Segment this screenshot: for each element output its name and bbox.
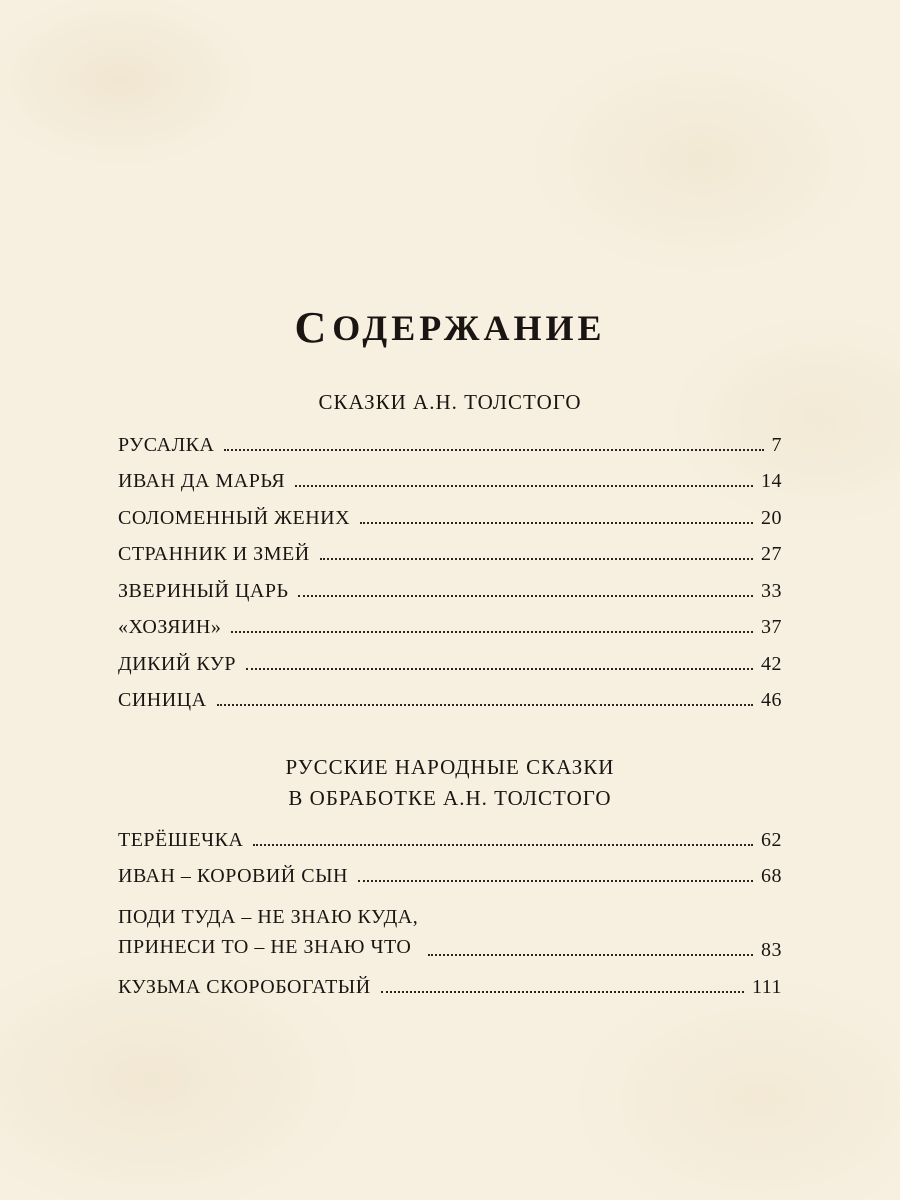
toc-entry-page: 27 <box>761 543 782 565</box>
toc-entry-title <box>118 902 418 962</box>
leader-dots <box>428 954 753 956</box>
toc-entry-page: 42 <box>761 652 782 675</box>
toc-entry-title: «ХОЗЯИН» <box>118 616 222 638</box>
toc-entry[interactable] <box>118 493 782 530</box>
toc-entry-title-line: ПРИНЕСИ ТО – НЕ ЗНАЮ ЧТО <box>118 936 412 958</box>
leader-dots <box>295 485 753 487</box>
section-heading-tolstoy-tales: СКАЗКИ А.Н. ТОЛСТОГО <box>318 390 582 414</box>
leader-dots <box>320 558 753 560</box>
section-heading-line: РУССКИЕ НАРОДНЫЕ СКАЗКИ <box>285 755 615 779</box>
toc-entry-title: СОЛОМЕННЫЙ ЖЕНИХ <box>118 506 351 529</box>
leader-dots <box>381 991 744 993</box>
page-title <box>0 300 900 351</box>
leader-dots <box>358 880 753 882</box>
toc-section-1 <box>118 420 782 712</box>
leader-dots <box>246 668 753 670</box>
leader-dots <box>298 595 753 597</box>
toc-entry-title: КУЗЬМА СКОРОБОГАТЫЙ <box>118 975 371 998</box>
toc-entry[interactable] <box>118 530 782 567</box>
toc-entry-page: 37 <box>761 616 782 638</box>
toc-entry-page: 33 <box>761 579 782 602</box>
toc-entry-title: РУСАЛКА <box>118 433 215 456</box>
toc-entry-title: СИНИЦА <box>118 689 207 711</box>
toc-entry[interactable] <box>118 888 782 962</box>
toc-entry[interactable] <box>118 815 782 852</box>
toc-entry[interactable] <box>118 639 782 676</box>
leader-dots <box>224 449 763 451</box>
section-heading-line: В ОБРАБОТКЕ А.Н. ТОЛСТОГО <box>288 786 612 810</box>
leader-dots <box>231 631 753 633</box>
toc-entry[interactable] <box>118 852 782 889</box>
toc-entry[interactable] <box>118 962 782 999</box>
toc-entry[interactable] <box>118 420 782 457</box>
toc-entry-title: ЗВЕРИНЫЙ ЦАРЬ <box>118 579 289 602</box>
leader-dots <box>253 844 753 846</box>
toc-entry-title: ТЕРЁШЕЧКА <box>118 828 244 851</box>
toc-entry-title: ИВАН ДА МАРЬЯ <box>118 470 286 492</box>
toc-section-2 <box>118 815 782 999</box>
section-heading-folk-tales <box>0 752 900 814</box>
toc-entry-page: 7 <box>771 433 782 456</box>
title-rest: ОДЕРЖАНИЕ <box>332 308 606 348</box>
toc-entry-page: 20 <box>761 506 782 529</box>
toc-entry-page: 83 <box>761 939 782 961</box>
toc-entry-page: 62 <box>761 828 782 851</box>
toc-entry[interactable] <box>118 676 782 713</box>
toc-entry[interactable] <box>118 603 782 640</box>
toc-entry-page: 111 <box>751 975 782 998</box>
toc-entry-title: ИВАН – КОРОВИЙ СЫН <box>118 865 348 887</box>
toc-entry-page: 46 <box>761 689 782 711</box>
toc-entry-page: 14 <box>761 470 782 492</box>
toc-entry-page: 68 <box>761 865 782 887</box>
toc-entry[interactable] <box>118 457 782 494</box>
toc-entry[interactable] <box>118 566 782 603</box>
leader-dots <box>217 704 753 706</box>
toc-entry-title: ДИКИЙ КУР <box>118 652 237 675</box>
toc-entry-title-line: ПОДИ ТУДА – НЕ ЗНАЮ КУДА, <box>118 906 419 928</box>
toc-entry-title: СТРАННИК И ЗМЕЙ <box>118 543 310 565</box>
title-dropcap: С <box>294 303 331 352</box>
leader-dots <box>360 522 753 524</box>
